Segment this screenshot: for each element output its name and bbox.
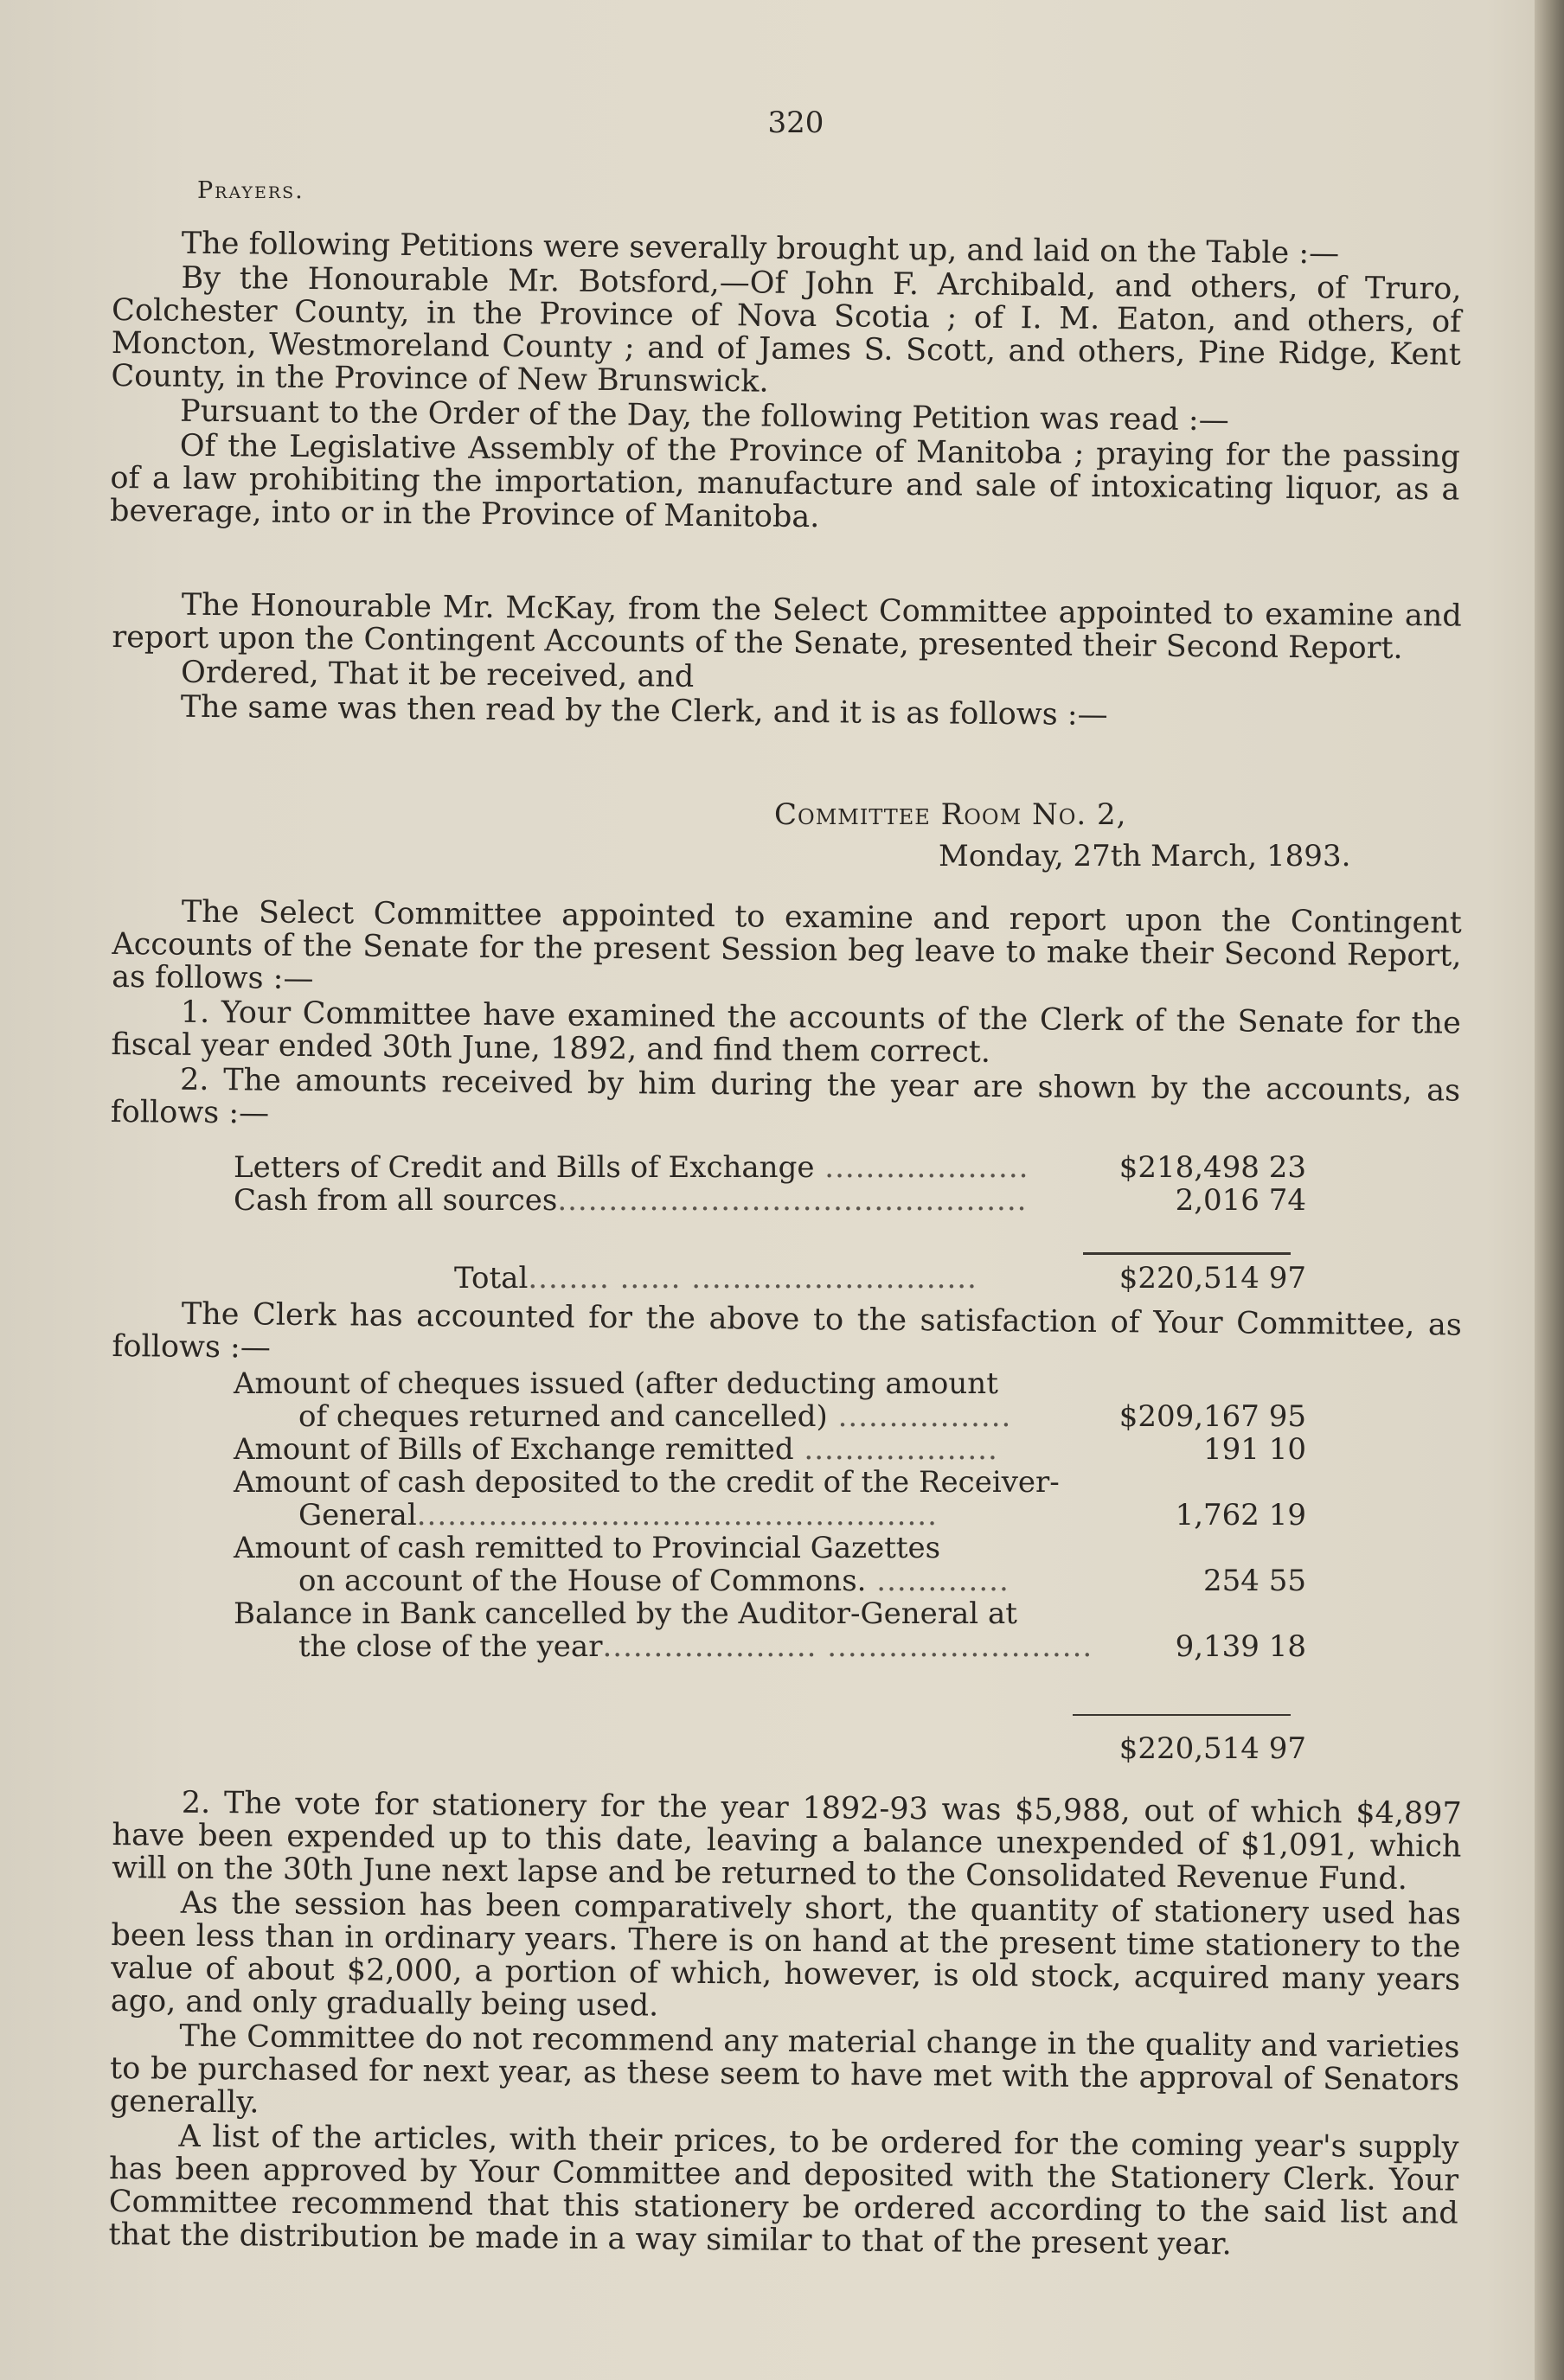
- paragraph: The following Petitions were severally brought up, and laid on the Table :—: [181, 226, 1340, 272]
- dot-leader: .............: [866, 1564, 1010, 1598]
- section-heading: Prayers.: [197, 177, 304, 204]
- ledger-row: [234, 1432, 1306, 1465]
- ledger-amount: 254 55: [1203, 1564, 1306, 1598]
- ledger-row: [234, 1183, 1306, 1216]
- page-edge: [1535, 0, 1564, 2380]
- page-number: 320: [767, 106, 824, 140]
- ledger-desc: Balance in Bank cancelled by the Auditor-General at: [234, 1596, 1017, 1631]
- ledger-desc: Total: [454, 1261, 529, 1296]
- ledger-row: [234, 1498, 1306, 1531]
- ledger-row: [234, 1731, 1306, 1764]
- ledger-desc: on account of the House of Commons.: [298, 1564, 867, 1598]
- ledger-row: [234, 1629, 1306, 1662]
- dot-leader: ...................: [793, 1432, 998, 1467]
- paragraph: The Select Committee appointed to examine and report upon the Contingent Accounts of the Senate for the present Session beg leave to make their Second Report, as follows :—: [111, 894, 1462, 997]
- paragraph: Pursuant to the Order of the Day, the following Petition was read :—: [179, 393, 1229, 438]
- dot-leader: ...................................................: [416, 1498, 938, 1532]
- dot-leader: ........ ...... ............................: [528, 1261, 978, 1296]
- ledger-amount: 191 10: [1203, 1432, 1306, 1467]
- dot-leader: ..............................................: [557, 1183, 1028, 1218]
- ledger-row: [234, 1399, 1306, 1432]
- paragraph: The same was then read by the Clerk, and it is as follows :—: [180, 689, 1108, 733]
- dot-leader: .................: [827, 1399, 1012, 1434]
- paragraph: By the Honourable Mr. Botsford,—Of John F. Archibald, and others, of Truro, Colchester County, in the Province of Nova Scotia ; of I. M. Eaton, and others, of Moncton, Westmoreland County ; and of James S. Scott, and others, Pine Ridge, Kent County, in the Province of New Brunswick.: [111, 260, 1462, 400]
- total-rule: [1083, 1252, 1291, 1255]
- paragraph: 1. Your Committee have examined the accounts of the Clerk of the Senate for the fiscal year ended 30th June, 1892, and find them correct.: [111, 995, 1461, 1070]
- paragraph: The Committee do not recommend any material change in the quality and varieties to be purchased for next year, as these seem to have met with the approval of Senators generally.: [109, 2019, 1460, 2121]
- ledger-desc: Letters of Credit and Bills of Exchange: [234, 1150, 815, 1185]
- ledger-desc: Amount of cash remitted to Provincial Gazettes: [234, 1531, 941, 1565]
- ledger-row: [234, 1596, 1306, 1629]
- paragraph: Of the Legislative Assembly of the Province of Manitoba ; praying for the passing of a law prohibiting the importation, manufacture and sale of intoxicating liquor, as a beverage, into or in the Province of Manitoba.: [109, 428, 1460, 535]
- ledger-row: [234, 1150, 1306, 1183]
- ledger-desc: General: [298, 1498, 417, 1532]
- ledger-row: [234, 1465, 1306, 1498]
- ledger-amount: $209,167 95: [1119, 1399, 1306, 1434]
- ledger-desc: Cash from all sources: [234, 1183, 558, 1218]
- paragraph: 2. The amounts received by him during the year are shown by the accounts, as follows :—: [110, 1062, 1461, 1131]
- ledger-total-amount: $220,514 97: [1119, 1731, 1306, 1766]
- ledger-total-amount: $220,514 97: [1119, 1261, 1306, 1296]
- committee-room: Committee Room No. 2,: [774, 797, 1127, 832]
- receipts-total: [234, 1261, 1306, 1294]
- receipts-table: [234, 1150, 1306, 1216]
- petitions-block: [110, 227, 1462, 541]
- total-rule: [1073, 1714, 1291, 1716]
- ledger-row: [234, 1261, 1306, 1294]
- stationery-block: [108, 1786, 1462, 2265]
- paragraph: A list of the articles, with their prices, to be ordered for the coming year's supply has been approved by Your Committee and deposited with the Stationery Clerk. Your Committee recommend that this stationery be ordered according to the said list and that the distribution be made in a way similar to that of the present year.: [108, 2119, 1459, 2262]
- disbursements-total: [234, 1731, 1306, 1764]
- ledger-row: [234, 1531, 1306, 1564]
- report-date: Monday, 27th March, 1893.: [939, 839, 1351, 873]
- ledger-row: [234, 1366, 1306, 1399]
- dot-leader: ....................: [814, 1150, 1029, 1185]
- disbursements-table: [234, 1366, 1306, 1662]
- ledger-amount: 2,016 74: [1175, 1183, 1306, 1218]
- ledger-desc: the close of the year: [298, 1629, 603, 1664]
- ledger-row: [234, 1564, 1306, 1596]
- ledger-amount: 9,139 18: [1175, 1629, 1306, 1664]
- ledger-amount: 1,762 19: [1175, 1498, 1306, 1532]
- ledger-desc: Amount of cheques issued (after deducting amount: [234, 1366, 998, 1401]
- dot-leader: ..................... ..........................: [602, 1629, 1093, 1664]
- ledger-desc: of cheques returned and cancelled): [298, 1399, 828, 1434]
- ledger-desc: Amount of cash deposited to the credit of the Receiver-: [234, 1465, 1060, 1500]
- ledger-amount: $218,498 23: [1119, 1150, 1306, 1185]
- paragraph: Ordered, That it be received, and: [180, 655, 695, 694]
- paragraph: The Honourable Mr. McKay, from the Select Committee appointed to examine and report upon the Contingent Accounts of the Senate, presented their Second Report.: [112, 587, 1462, 667]
- paragraph: 2. The vote for stationery for the year 1892-93 was $5,988, out of which $4,897 have been expended up to this date, leaving a balance unexpended of $1,091, which will on the 30th June next lapse and be returned to the Consolidated Revenue Fund.: [111, 1785, 1462, 1897]
- report-body-block: [111, 895, 1462, 1142]
- ledger-desc: Amount of Bills of Exchange remitted: [234, 1432, 794, 1467]
- paragraph: As the session has been comparatively short, the quantity of stationery used has been less than in ordinary years. There is on hand at the present time stationery to the value of about $2,000, a portion of which, however, is old stock, acquired many years ago, and only gradually being used.: [110, 1885, 1461, 2024]
- accounted-block: [112, 1297, 1462, 1377]
- report-intro-block: [112, 588, 1462, 737]
- paragraph: The Clerk has accounted for the above to the satisfaction of Your Committee, as follows :—: [112, 1296, 1462, 1366]
